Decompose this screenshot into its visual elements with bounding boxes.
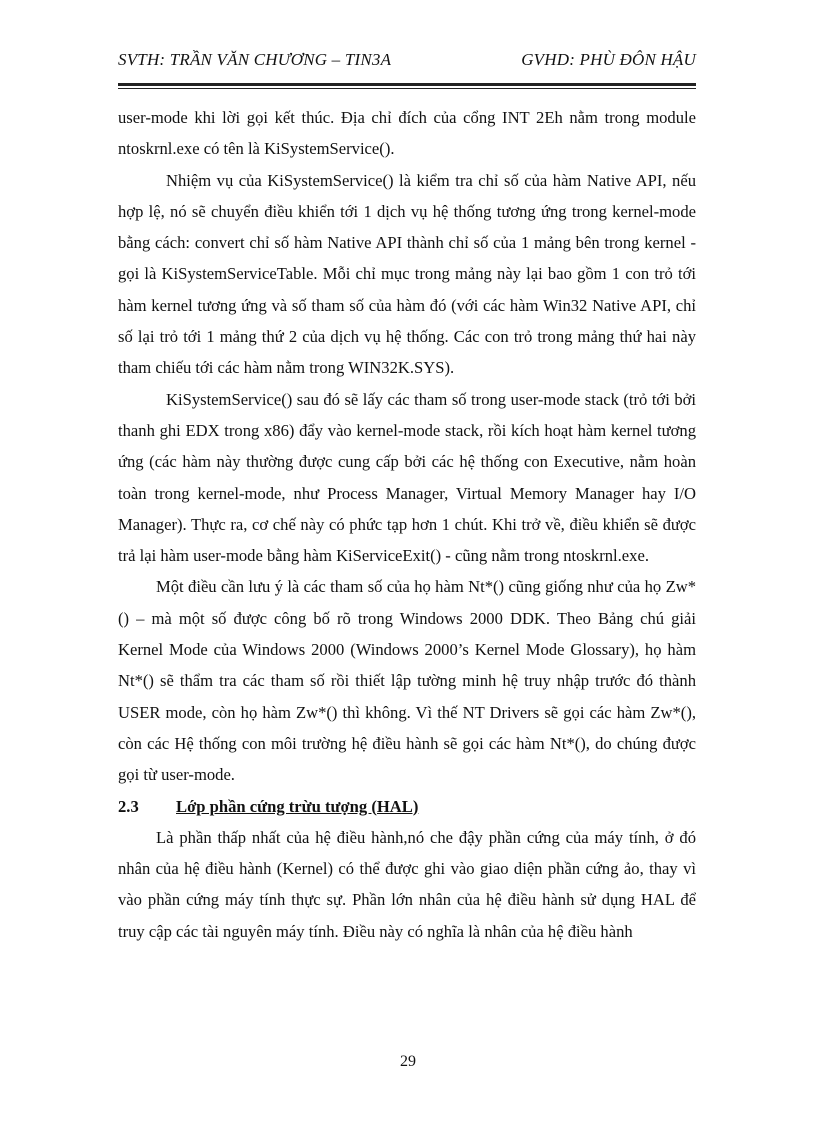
header-rule-thin: [118, 88, 696, 89]
paragraph-4: Một điều cần lưu ý là các tham số của họ hàm Nt*() cũng giống như của họ Zw*() – mà một số được công bố rõ trong Windows 2000 DDK. Theo Bảng chú giải Kernel Mode của Windows 2000 (Windows 2000’s Kernel Mode Glossary), họ hàm Nt*() sẽ thẩm tra các tham số rồi thiết lập tường minh hệ truy nhập trước đó thành USER mode, còn họ hàm Zw*() thì không. Vì thế NT Drivers sẽ gọi các hàm Zw*(), còn các Hệ thống con môi trường hệ điều hành sẽ gọi các hàm Nt*(), do chúng được gọi từ user-mode.: [118, 577, 696, 785]
paragraph-2: Nhiệm vụ của KiSystemService() là kiểm tra chỉ số của hàm Native API, nếu hợp lệ, nó sẽ chuyển điều khiển tới 1 dịch vụ hệ thống tương ứng trong kernel-mode bằng cách: convert chỉ số hàm Native API thành chỉ số của 1 mảng bên trong kernel - gọi là KiSystemServiceTable. Mỗi chỉ mục trong mảng này lại bao gồm 1 con trỏ tới hàm kernel tương ứng và số tham số của hàm đó (với các hàm Win32 Native API, chỉ số lại trỏ tới 1 mảng thứ 2 của dịch vụ hệ thống. Các con trỏ trong mảng thứ hai này tham chiếu tới các hàm nằm trong WIN32K.SYS).: [118, 170, 696, 378]
section-title: Lớp phần cứng trừu tượng (HAL): [176, 796, 419, 816]
page-number: 29: [400, 1053, 416, 1070]
section-heading: [118, 791, 696, 822]
paragraph-5: Là phần thấp nhất của hệ điều hành,nó che đậy phần cứng của máy tính, ở đó nhân của hệ điều hành (Kernel) có thể được ghi vào giao diện phần cứng ảo, thay vì vào phần cứng máy tính thực sự. Phần lớn nhân của hệ điều hành sử dụng HAL để truy cập các tài nguyên máy tính. Điều này có nghĩa là nhân của hệ điều hành: [118, 827, 696, 941]
paragraph-1: user-mode khi lời gọi kết thúc. Địa chỉ đích của cổng INT 2Eh nằm trong module ntoskrnl.exe có tên là KiSystemService().: [118, 108, 696, 159]
section-number: 2.3: [118, 796, 139, 816]
paragraph-3: KiSystemService() sau đó sẽ lấy các tham số trong user-mode stack (trỏ tới bởi thanh ghi EDX trong x86) đẩy vào kernel-mode stack, rồi kích hoạt hàm kernel tương ứng (các hàm này thường được cung cấp bởi các hệ thống con Executive, nằm hoàn toàn trong kernel-mode, như Process Manager, Virtual Memory Manager hay I/O Manager). Thực ra, cơ chế này có phức tạp hơn 1 chút. Khi trở về, điều khiển sẽ được trả lại hàm user-mode bằng hàm KiServiceExit() - cũng nằm trong ntoskrnl.exe.: [118, 389, 696, 566]
student-name: SVTH: TRẦN VĂN CHƯƠNG – TIN3A: [118, 50, 392, 69]
page-header: [118, 50, 696, 78]
page-content: [118, 102, 696, 947]
supervisor-name: GVHD: PHÙ ĐÔN HẬU: [521, 50, 696, 69]
header-rule-thick: [118, 83, 696, 86]
